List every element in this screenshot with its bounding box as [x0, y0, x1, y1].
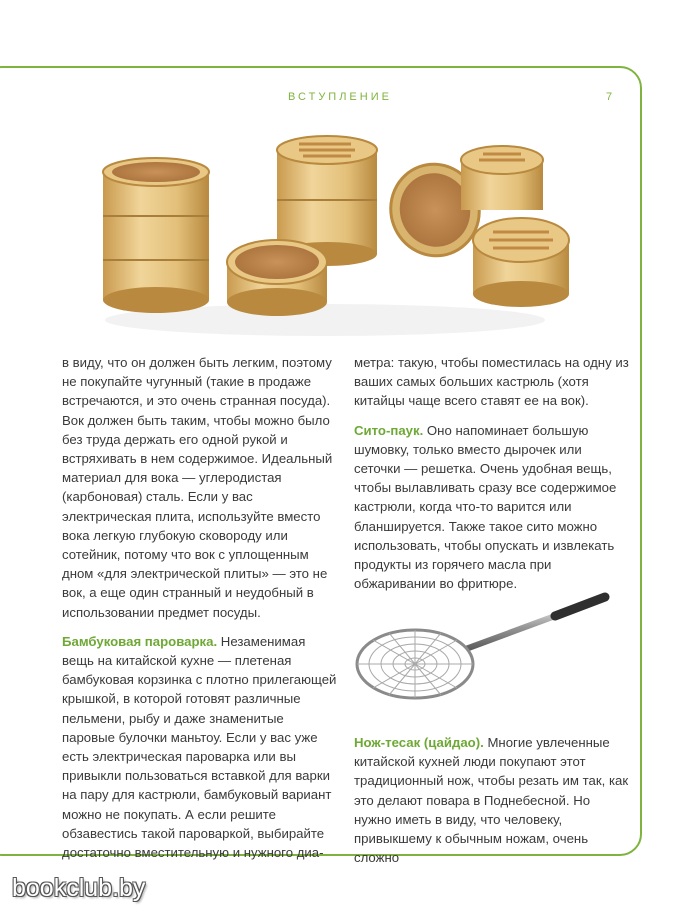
spider-strainer-illustration: [355, 592, 617, 707]
page-number: 7: [606, 91, 613, 103]
bamboo-steamers-photo: [95, 120, 585, 342]
text-column-left: [62, 353, 337, 862]
paragraph-bamboo-steamer: [62, 632, 337, 862]
paragraph-cleaver: [354, 733, 629, 867]
steamer-set-right: [378, 146, 569, 307]
paragraph-bamboo-steamer-text: Незаменимая вещь на китайской кухне — плетеная бамбуковая корзинка с плотно прилегающей крышкой, в которой готовят различные пельмени, рыбу и даже знаменитые паровые булочки маньтоу. Если у вас уже есть электрическая пароварка или вы привыкли пользоваться вставкой для варки на пару для кастрюли, бамбуковый вариант можно не покупать. А если решите обзавестись такой пароваркой, выбирайте достаточно вместительную и нужного диа-: [62, 633, 337, 861]
term-cleaver: Нож-тесак (цайдао).: [354, 735, 484, 750]
steamer-stack-left: [103, 158, 209, 313]
term-spider-strainer: Сито-паук.: [354, 422, 424, 438]
section-title: ВСТУПЛЕНИЕ: [288, 91, 392, 103]
watermark-bookclub: bookclub.by: [12, 874, 146, 902]
paragraph-steamer-continued: метра: такую, чтобы поместилась на одну из ваших самых больших кастрюль (хотя китайцы чаще всего ставят ее на вок).: [354, 355, 629, 409]
term-bamboo-steamer: Бамбуковая пароварка.: [62, 633, 218, 649]
paragraph-wok: в виду, что он должен быть легким, поэтому не покупайте чугунный (такие в продаже встречаются, и это очень странная посуда). Вок должен быть таким, чтобы можно было без труда держать его одной рукой и встряхивать в нем содержимое. Идеальный материал для вока — углеродистая (карбоновая) сталь. Если у вас электрическая плита, используйте вместо вока легкую глубокую сковороду или сотейник, потому что вок с уплощенным дном «для электрической плиты» — это не вок, а еще один странный и неудобный в использовании предмет посуды.: [62, 355, 333, 620]
text-column-right: [354, 353, 629, 866]
paragraph-cleaver-text: Многие увлеченные китайской кухней люди покупают этот традиционный нож, чтобы резать им так, как это делают повара в Поднебесной. Но нужно иметь в виду, что человеку, привыкшему к обычным ножам, очень сложно: [354, 735, 629, 866]
paragraph-spider-strainer-text: Оно напоминает большую шумовку, только вместо дырочек или сеточки — решетка. Очень удобная вещь, чтобы вылавливать сразу все содержимое кастрюли, когда что-то варится или бланшируется. Также такое сито можно использовать, чтобы опускать и извлекать продукты из горячего масла при обжаривании во фритюре.: [354, 422, 617, 592]
paragraph-spider-strainer: [354, 421, 629, 594]
steamer-basket-front: [227, 240, 327, 316]
